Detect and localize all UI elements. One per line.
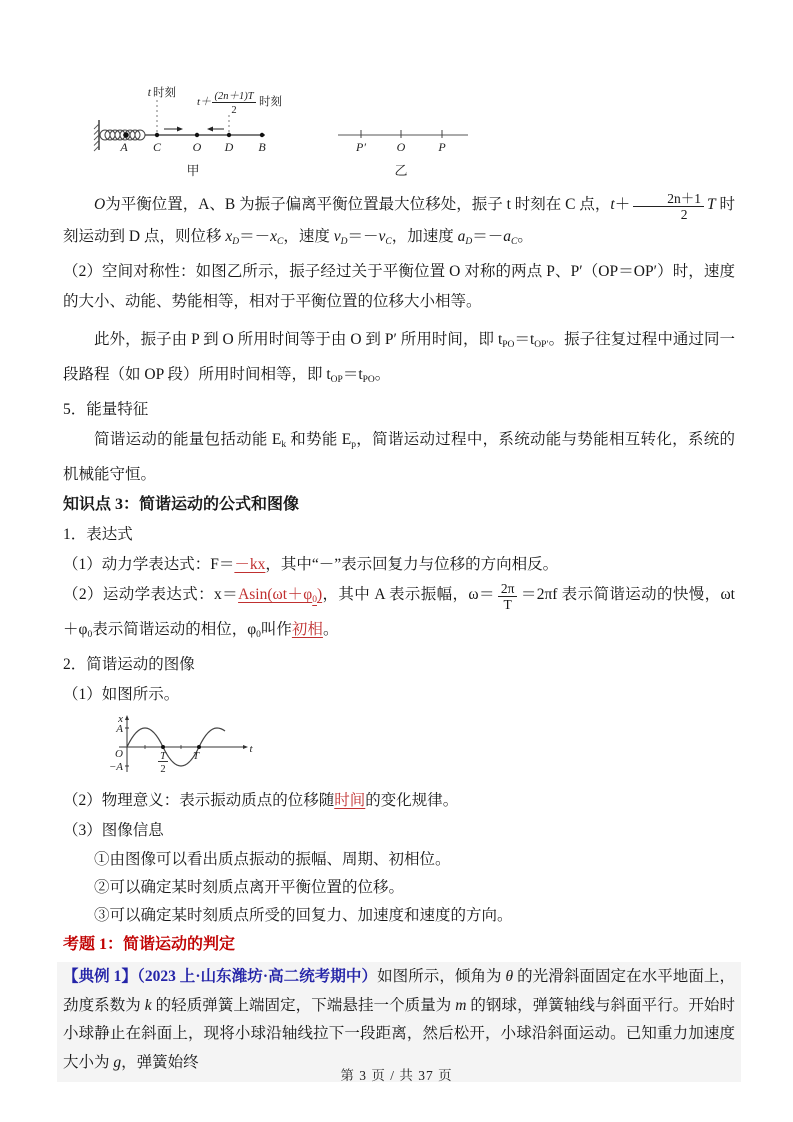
text-run: 的钢球，弹簧轴线与斜面平行。开始时小球静止在斜面上，现将小球沿轴线拉下一段距离，然后松开，小球沿斜面运动。已知重力加速度大小为 bbox=[63, 996, 735, 1071]
figure-symmetric-points bbox=[336, 84, 471, 180]
label-point-c: C bbox=[152, 140, 162, 154]
oscillator-ball bbox=[123, 132, 129, 138]
text-run: v bbox=[333, 228, 341, 246]
text-run: （2）物理意义：表示振动质点的位移随 bbox=[63, 792, 335, 810]
text-run: a bbox=[503, 228, 512, 246]
text-run: ＝－ bbox=[347, 228, 379, 246]
text-run: （2）运动学表达式：x＝ bbox=[63, 586, 239, 604]
text-run: O bbox=[94, 196, 106, 213]
text-run: OP bbox=[330, 375, 343, 386]
x-axis-arrow-icon bbox=[243, 745, 248, 749]
label-point-b: B bbox=[258, 140, 266, 154]
text-run: T bbox=[706, 196, 716, 213]
text-run: ，其中“－”表示回复力与位移的方向相反。 bbox=[265, 556, 559, 574]
heading-energy-feature: 5．能量特征 bbox=[63, 401, 149, 419]
label-half-period-num: T bbox=[160, 751, 166, 763]
list-item-graph-info-3: ③可以确定某时刻质点所受的回复力、加速度和速度的方向。 bbox=[94, 907, 513, 925]
label-time-t-word: 时刻 bbox=[153, 87, 176, 99]
figure-caption-yi: 乙 bbox=[394, 163, 408, 178]
paragraph-kinematics-expression bbox=[63, 580, 735, 650]
text-run: 。 bbox=[322, 621, 339, 639]
text-run: （1）动力学表达式：F＝ bbox=[63, 556, 235, 574]
text-run: 【典例 1】（2023 上·山东潍坊·高二统考期中） bbox=[63, 968, 378, 986]
text-run: 的光滑斜面固定在水平地面上，劲度系数为 bbox=[63, 968, 735, 1014]
text-run: 简谐运动的能量包括动能 E bbox=[94, 431, 282, 449]
text-run: g bbox=[113, 1053, 122, 1071]
text-run: －kx bbox=[234, 556, 266, 574]
paragraph-as-shown: （1）如图所示。 bbox=[63, 686, 180, 704]
text-run: ，速度 bbox=[283, 228, 334, 246]
wall-hatching bbox=[94, 124, 99, 151]
text-run: ，弹簧始终 bbox=[121, 1053, 199, 1071]
text-run: 的变化规律。 bbox=[365, 792, 459, 810]
label-time-t-var: t bbox=[147, 87, 151, 99]
text-run: a bbox=[457, 228, 466, 246]
label-origin: O bbox=[115, 748, 123, 761]
text-run: OP′ bbox=[534, 340, 549, 351]
label-point-o: O bbox=[192, 140, 202, 154]
fraction-denominator: T bbox=[503, 597, 512, 613]
text-run: ＋ bbox=[614, 196, 631, 213]
figures-row bbox=[93, 84, 735, 180]
inline-fraction bbox=[498, 581, 518, 612]
text-run: D bbox=[465, 237, 473, 248]
heading-expressions: 1．表达式 bbox=[63, 526, 133, 544]
label-point-p: P bbox=[438, 140, 446, 154]
page-footer: 第 3 页 / 共 37 页 bbox=[340, 1068, 453, 1083]
text-run: C bbox=[277, 237, 284, 248]
label-time2-numerator: (2n＋1)T bbox=[214, 91, 254, 102]
text-run: 0 bbox=[312, 595, 317, 606]
half-period-dot bbox=[161, 745, 165, 749]
label-amp-neg: −A bbox=[108, 761, 123, 774]
heading-knowledge-point-3: 知识点 3：简谐运动的公式和图像 bbox=[63, 496, 300, 514]
arrow-right-icon bbox=[164, 127, 183, 132]
text-run: 。 bbox=[517, 228, 533, 246]
period-dot bbox=[197, 745, 201, 749]
text-run: C bbox=[511, 237, 518, 248]
inline-fraction bbox=[633, 191, 704, 222]
text-run: 0 bbox=[256, 630, 261, 641]
list-item-graph-info-2: ②可以确定某时刻质点离开平衡位置的位移。 bbox=[94, 879, 405, 897]
text-run: 的轻质弹簧上端固定，下端悬挂一个质量为 bbox=[151, 996, 456, 1014]
displacement-time-graph-block bbox=[105, 714, 735, 782]
paragraph-equal-times bbox=[63, 325, 735, 395]
heading-exam-topic-1: 考题 1：简谐运动的判定 bbox=[63, 936, 236, 954]
text-run: ＝t bbox=[514, 331, 535, 349]
heading-graph-info: （3）图像信息 bbox=[63, 822, 164, 840]
text-run: ，加速度 bbox=[391, 228, 458, 246]
y-axis-arrow-icon bbox=[125, 715, 129, 720]
text-run: x bbox=[270, 228, 277, 246]
label-time2-denominator: 2 bbox=[231, 105, 237, 116]
text-run: 时刻运动到 D 点，则位移 bbox=[63, 196, 735, 246]
label-point-d: D bbox=[224, 140, 234, 154]
text-run: 初相 bbox=[291, 621, 323, 639]
text-run: θ bbox=[505, 968, 514, 986]
point-b-dot bbox=[260, 133, 264, 137]
text-run: ＝t bbox=[342, 366, 363, 384]
text-run: v bbox=[378, 228, 386, 246]
text-run: m bbox=[455, 996, 467, 1014]
fraction-numerator: 2n＋1 bbox=[633, 191, 704, 207]
text-run: ，其中 A 表示振幅，ω＝ bbox=[322, 586, 495, 604]
text-run: 。振子往复过程中通过同一段路程（如 OP 段）所用时间相等，即 t bbox=[63, 331, 735, 384]
text-run: 0 bbox=[87, 630, 93, 641]
paragraph-dynamics-expression bbox=[63, 550, 735, 580]
paragraph-space-symmetry: （2）空间对称性：如图乙所示，振子经过关于平衡位置 O 对称的两点 P、P′（OP＝OP′）时，速度的大小、动能、势能相等，相对于平衡位置的位移大小相等。 bbox=[63, 263, 735, 311]
text-run: ＝2πf 表示简谐运动的快慢，ωt＋φ bbox=[63, 586, 735, 639]
list-item-graph-info-1: ①由图像可以看出质点振动的振幅、周期、初相位。 bbox=[94, 851, 451, 869]
paragraph-time-symmetry bbox=[63, 190, 735, 257]
text-run: x bbox=[225, 228, 233, 246]
point-d-dot bbox=[227, 133, 231, 137]
figure-caption-jia: 甲 bbox=[186, 163, 200, 178]
text-run: 此外，振子由 P 到 O 所用时间等于由 O 到 P′ 所用时间，即 t bbox=[94, 331, 503, 349]
text-run: t bbox=[610, 196, 615, 213]
fraction-denominator: 2 bbox=[680, 207, 688, 222]
point-c-dot bbox=[155, 133, 159, 137]
fraction-numerator: 2π bbox=[498, 581, 518, 597]
text-run: ＝－ bbox=[472, 228, 504, 246]
label-time2-prefix: t＋ bbox=[196, 96, 211, 108]
text-run: D bbox=[340, 237, 348, 248]
text-run: 表示简谐运动的相位，φ bbox=[92, 621, 257, 639]
label-period: T bbox=[192, 750, 200, 763]
label-point-o: O bbox=[396, 140, 406, 154]
paragraph-physical-meaning bbox=[63, 786, 735, 816]
point-o-dot bbox=[195, 133, 199, 137]
text-run: 时间 bbox=[334, 792, 366, 810]
heading-shm-graph: 2．简谐运动的图像 bbox=[63, 656, 195, 674]
label-axis-y: x bbox=[118, 714, 123, 726]
text-run: 。 bbox=[374, 366, 391, 384]
text-run: C bbox=[385, 237, 392, 248]
text-run: ) bbox=[316, 586, 323, 604]
text-run: p bbox=[351, 440, 357, 451]
figure-spring-oscillator bbox=[93, 84, 298, 180]
spring-coils bbox=[100, 130, 145, 140]
label-half-period-den: 2 bbox=[160, 764, 166, 776]
text-run: ＝－ bbox=[239, 228, 271, 246]
text-run: PO bbox=[502, 340, 515, 351]
text-run: ，简谐运动过程中，系统动能与势能相互转化，系统的机械能守恒。 bbox=[63, 431, 735, 484]
paragraph-energy bbox=[63, 425, 735, 490]
figure-displacement-time-graph bbox=[105, 714, 257, 780]
text-run: 如图所示，倾角为 bbox=[377, 968, 506, 986]
label-time2-suffix: 时刻 bbox=[259, 96, 282, 108]
label-amp-pos: A bbox=[116, 723, 123, 736]
text-run: 和势能 E bbox=[286, 431, 352, 449]
label-point-a: A bbox=[120, 140, 128, 154]
text-run: k bbox=[281, 440, 287, 451]
text-run: 叫作 bbox=[260, 621, 292, 639]
arrow-left-icon bbox=[207, 127, 224, 132]
label-point-p-prime: P′ bbox=[356, 140, 366, 154]
text-run: Asin(ωt＋φ bbox=[238, 586, 313, 604]
label-axis-x: t bbox=[249, 743, 253, 756]
text-run: D bbox=[232, 237, 240, 248]
text-run: 为平衡位置，A、B 为振子偏离平衡位置最大位移处，振子 t 时刻在 C 点， bbox=[105, 196, 611, 213]
text-run: k bbox=[144, 996, 152, 1014]
text-run: PO bbox=[362, 375, 375, 386]
